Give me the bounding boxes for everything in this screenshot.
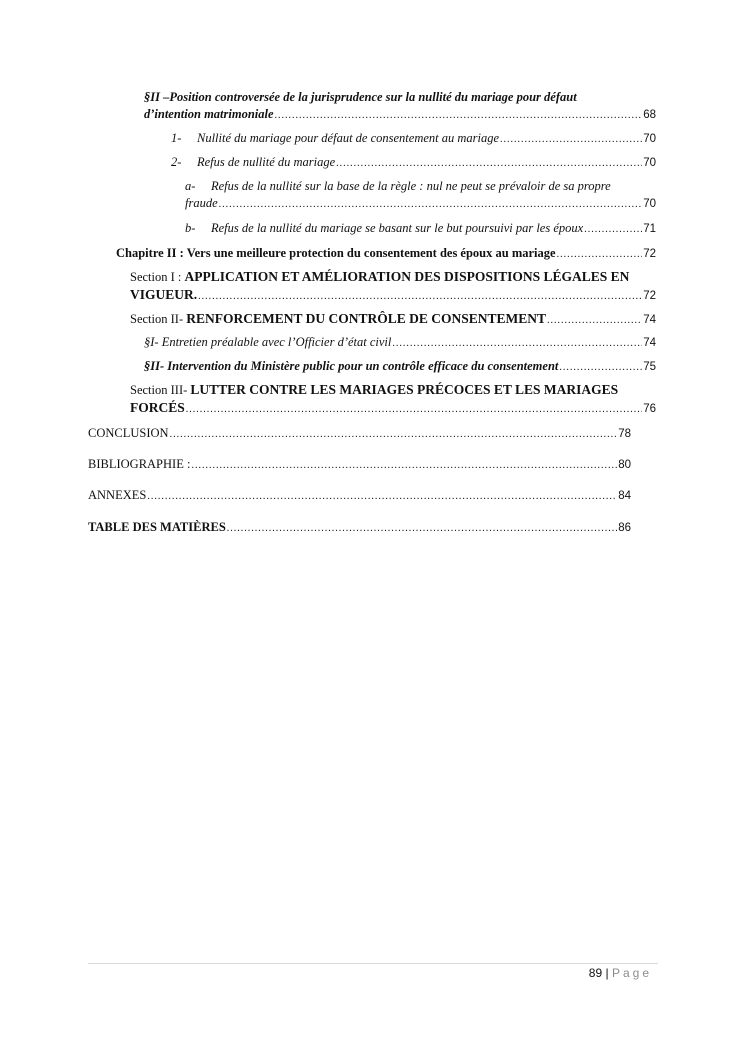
footer-divider xyxy=(88,963,658,964)
toc-entry-bibliographie[interactable] xyxy=(88,456,631,474)
dot-leader xyxy=(147,488,617,505)
toc-entry-text xyxy=(130,381,656,399)
toc-entry-text: BIBLIOGRAPHIE : xyxy=(88,457,191,471)
toc-page-number: 70 xyxy=(643,133,656,145)
toc-entry-number: b- xyxy=(185,221,196,235)
dot-leader xyxy=(186,401,642,418)
toc-section-prefix: Section I : xyxy=(130,270,185,284)
toc-page-number: 84 xyxy=(618,490,631,502)
toc-entry-text xyxy=(171,154,335,171)
toc-entry-text: §I- Entretien préalable avec l’Officier d’état civil xyxy=(144,335,392,349)
toc-entry-chapitre-2[interactable] xyxy=(116,245,656,263)
toc-page-number: 71 xyxy=(643,223,656,235)
dot-leader xyxy=(227,520,617,537)
toc-entry-text xyxy=(185,178,656,195)
toc-entry-section-2[interactable] xyxy=(130,310,656,329)
toc-entry-refus-but[interactable] xyxy=(185,220,656,238)
toc-entry-text xyxy=(171,130,499,147)
toc-entry-position-controversee[interactable] xyxy=(144,89,656,124)
footer-separator: | xyxy=(605,966,609,980)
toc-entry-text: TABLE DES MATIÈRES xyxy=(88,520,226,534)
toc-page-number: 75 xyxy=(643,361,656,373)
toc-entry-text: Chapitre II : Vers une meilleure protection du consentement des époux au mariage xyxy=(116,246,556,260)
dot-leader xyxy=(336,155,642,172)
footer-page-number: 89 xyxy=(588,966,603,980)
toc-entry-text: FORCÉS xyxy=(130,400,185,415)
dot-leader xyxy=(557,246,643,263)
page-footer xyxy=(589,966,652,980)
toc-entry-text: CONCLUSION xyxy=(88,426,169,440)
footer-page-label: Page xyxy=(611,966,652,980)
dot-leader xyxy=(219,196,643,213)
toc-entry-section-3[interactable] xyxy=(130,381,656,418)
toc-entry-section-1[interactable] xyxy=(130,268,656,305)
toc-entry-conclusion[interactable] xyxy=(88,425,631,443)
toc-entry-table-des-matieres[interactable] xyxy=(88,519,631,537)
toc-page-number: 70 xyxy=(643,198,656,210)
toc-entry-label: Refus de la nullité sur la base de la règle : nul ne peut se prévaloir de sa propre xyxy=(211,179,611,193)
toc-page-number: 70 xyxy=(643,157,656,169)
dot-leader xyxy=(191,457,617,474)
dot-leader xyxy=(547,312,642,329)
toc-entry-text: VIGUEUR. xyxy=(130,287,198,302)
toc-page-number: 74 xyxy=(643,337,656,349)
dot-leader xyxy=(559,359,642,376)
toc-section-title: RENFORCEMENT DU CONTRÔLE DE CONSENTEMENT xyxy=(186,311,547,326)
toc-entry-text: §II- Intervention du Ministère public pour un contrôle efficace du consentement xyxy=(144,359,559,373)
dot-leader xyxy=(500,131,642,148)
toc-entry-label: Nullité du mariage pour défaut de consentement au mariage xyxy=(197,131,500,145)
toc-page-number: 78 xyxy=(618,428,631,440)
toc-entry-intervention[interactable] xyxy=(144,358,656,376)
toc-page-number: 86 xyxy=(618,522,631,534)
toc-entry-text xyxy=(185,220,583,237)
toc-page-number: 68 xyxy=(643,109,656,121)
dot-leader xyxy=(392,335,642,352)
toc-entry-text: fraude xyxy=(185,196,218,210)
toc-section-title: APPLICATION ET AMÉLIORATION DES DISPOSITIONS LÉGALES EN xyxy=(184,269,630,284)
toc-section-prefix: Section III- xyxy=(130,383,191,397)
toc-page-number: 80 xyxy=(618,459,631,471)
dot-leader xyxy=(170,426,618,443)
toc-page-number: 72 xyxy=(643,290,656,302)
toc-entry-refus-regle[interactable] xyxy=(185,178,656,213)
toc-entry-number: 2- xyxy=(171,155,182,169)
toc-section-prefix: Section II- xyxy=(130,312,187,326)
toc-page-number: 74 xyxy=(643,314,656,326)
toc-entry-entretien[interactable] xyxy=(144,334,656,352)
toc-entry-number: 1- xyxy=(171,131,182,145)
dot-leader xyxy=(275,107,643,124)
toc-page-number: 76 xyxy=(643,403,656,415)
toc-entry-label: Refus de la nullité du mariage se basant sur le but poursuivi par les époux xyxy=(211,221,584,235)
toc-entry-text xyxy=(130,268,656,286)
dot-leader xyxy=(198,288,642,305)
toc-entry-text: §II –Position controversée de la jurisprudence sur la nullité du mariage pour défaut xyxy=(144,90,577,104)
toc-page-number: 72 xyxy=(643,248,656,260)
toc-entry-refus-nullite[interactable] xyxy=(171,154,656,172)
toc-entry-number: a- xyxy=(185,179,196,193)
toc-entry-text xyxy=(130,310,546,328)
toc-entry-text: d’intention matrimoniale xyxy=(144,107,274,121)
toc-entry-label: Refus de nullité du mariage xyxy=(197,155,336,169)
toc-entry-text: ANNEXES xyxy=(88,488,147,502)
toc-section-title: LUTTER CONTRE LES MARIAGES PRÉCOCES ET LES MARIAGES xyxy=(190,382,619,397)
toc-entry-annexes[interactable] xyxy=(88,487,631,505)
dot-leader xyxy=(584,221,642,238)
toc-entry-nullite[interactable] xyxy=(171,130,656,148)
